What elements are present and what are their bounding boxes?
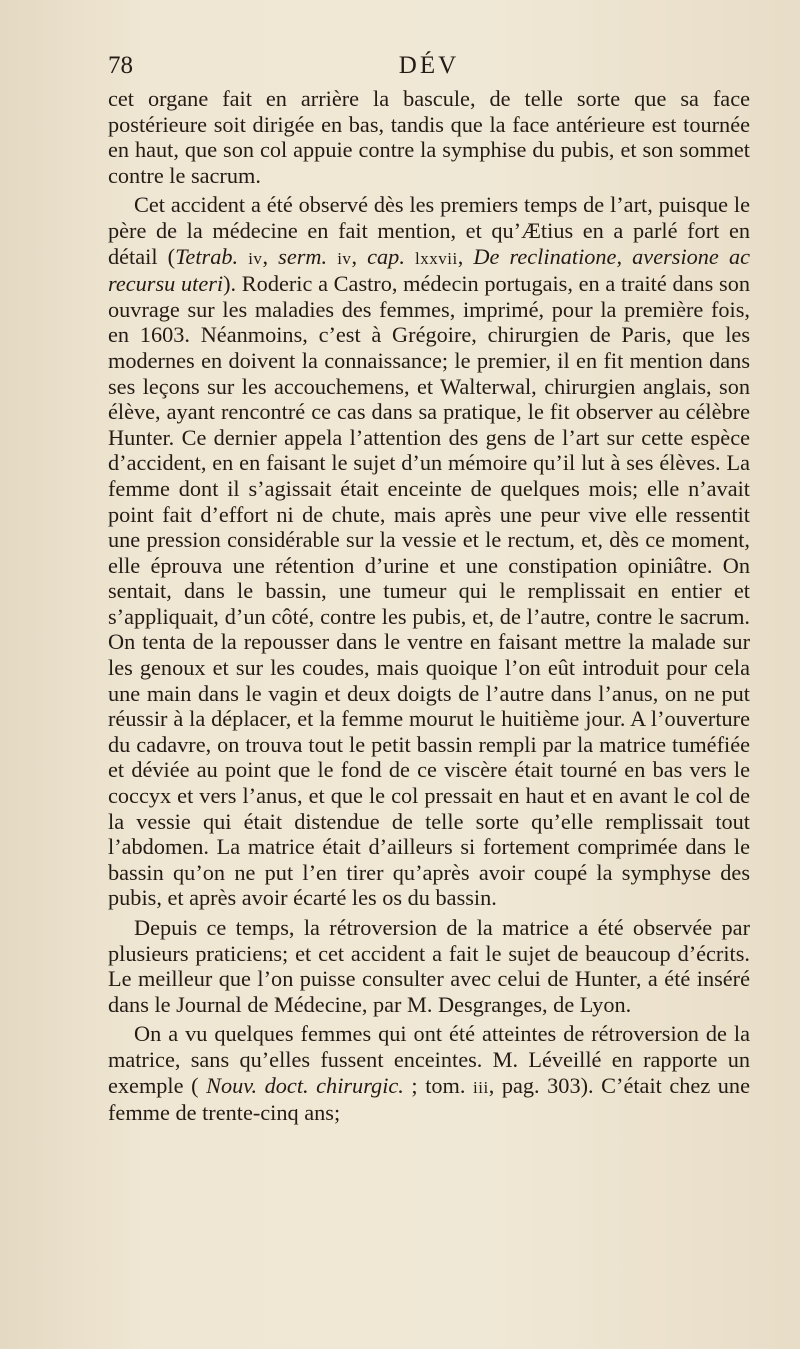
citation-italic: Tetrab. [175, 243, 239, 269]
text-segment: ). Roderic a Castro, médecin portugais, en a traité dans son ouvrage sur les maladies des femmes, imprimé, pour la première fois, en 1603. Néanmoins, c’est à Grégoire, chirurgien de Paris, que les modernes en doivent la connaissance; le premier, il en fit mention dans ses leçons sur les accouchemens, et Walterwal, chirurgien anglais, son élève, ayant rencontré ce cas dans sa pratique, le fit observer au célèbre Hunter. Ce dernier appela l’attention des gens de l’art sur cette espèce d’accident, en en faisant le sujet d’un mémoire qu’il lut à ses élèves. La femme dont il s’agissait était enceinte de quelques mois; elle n’avait point fait d’effort ni de chute, mais après une peur vive elle ressentit une pression considérable sur la vessie et le rectum, et, dès ce moment, elle éprouva une rétention d’urine et une constipation opiniâtre. On sentait, dans le bassin, une tumeur qui le remplissait en entier et s’appliquait, d’un côté, contre les pubis, et, de l’autre, contre le sacrum. On tenta de la repousser dans le ventre en faisant mettre la malade sur les genoux et sur les coudes, mais quoique l’on eût introduit pour cela une main dans le vagin et deux doigts de l’autre dans l’anus, on ne put réussir à la déplacer, et la femme mourut le huitième jour. A l’ouverture du cadavre, on trouva tout le petit bassin rempli par la matrice tuméfiée et déviée au point que le fond de ce viscère était tourné en bas vers le coccyx et vers l’anus, et que le col pressait en haut et en avant le col de la vessie qui était distendue de telle sorte qu’elle remplissait tout l’abdomen. La matrice était d’ailleurs si fortement comprimée dans le bassin qu’on ne put l’en tirer qu’après avoir coupé la symphyse des pubis, et après avoir écarté les os du bassin. [108, 271, 750, 911]
citation-italic: De reclinatione, aversione ac recursu uteri [108, 243, 750, 297]
roman-numeral: iv [337, 248, 352, 268]
running-head-title: DÉV [398, 52, 460, 79]
text-segment: , pag. 303). C’était chez une femme de trente-cinq ans; [108, 1072, 750, 1126]
paragraph-4 [108, 1021, 750, 1125]
body-text [108, 86, 750, 1126]
roman-numeral: iii [473, 1077, 489, 1097]
text-segment: ; tom. [403, 1072, 474, 1098]
paragraph-1 [108, 86, 750, 188]
roman-numeral: iv [248, 248, 263, 268]
text-segment [405, 244, 415, 269]
citation-italic: serm. [278, 243, 328, 269]
text-segment: , [457, 243, 474, 269]
text-segment: , [351, 243, 368, 269]
text-segment: cet organe fait en arrière la bascule, de telle sorte que sa face postérieure soit dirigée en bas, tandis que la face antérieure est tournée en haut, que son col appuie contre la symphise du pubis, et son sommet contre le sacrum. [108, 86, 750, 188]
citation-italic: Nouv. doct. chirurgic. [206, 1072, 404, 1098]
text-segment [327, 244, 337, 269]
text-segment: Cet accident a été observé dès les premiers temps de l’art, puisque le père de la médecine en fait mention, et qu’Ætius en a parlé fort en détail ( [108, 192, 750, 269]
running-head [108, 48, 750, 86]
roman-numeral: lxxvii [415, 248, 458, 268]
citation-italic: cap. [367, 243, 405, 269]
text-segment [238, 244, 248, 269]
paragraph-2 [108, 192, 750, 911]
text-segment: On a vu quelques femmes qui ont été atteintes de rétroversion de la matrice, sans qu’elles fussent enceintes. M. Léveillé en rapporte un exemple ( [108, 1021, 750, 1098]
text-segment: Depuis ce temps, la rétroversion de la matrice a été observée par plusieurs praticiens; et cet accident a fait le sujet de beaucoup d’écrits. Le meilleur que l’on puisse consulter avec celui de Hunter, a été inséré dans le Journal de Médecine, par M. Desgranges, de Lyon. [108, 915, 750, 1017]
page-number: 78 [108, 52, 133, 79]
text-segment: , [262, 243, 279, 269]
paragraph-3 [108, 915, 750, 1017]
